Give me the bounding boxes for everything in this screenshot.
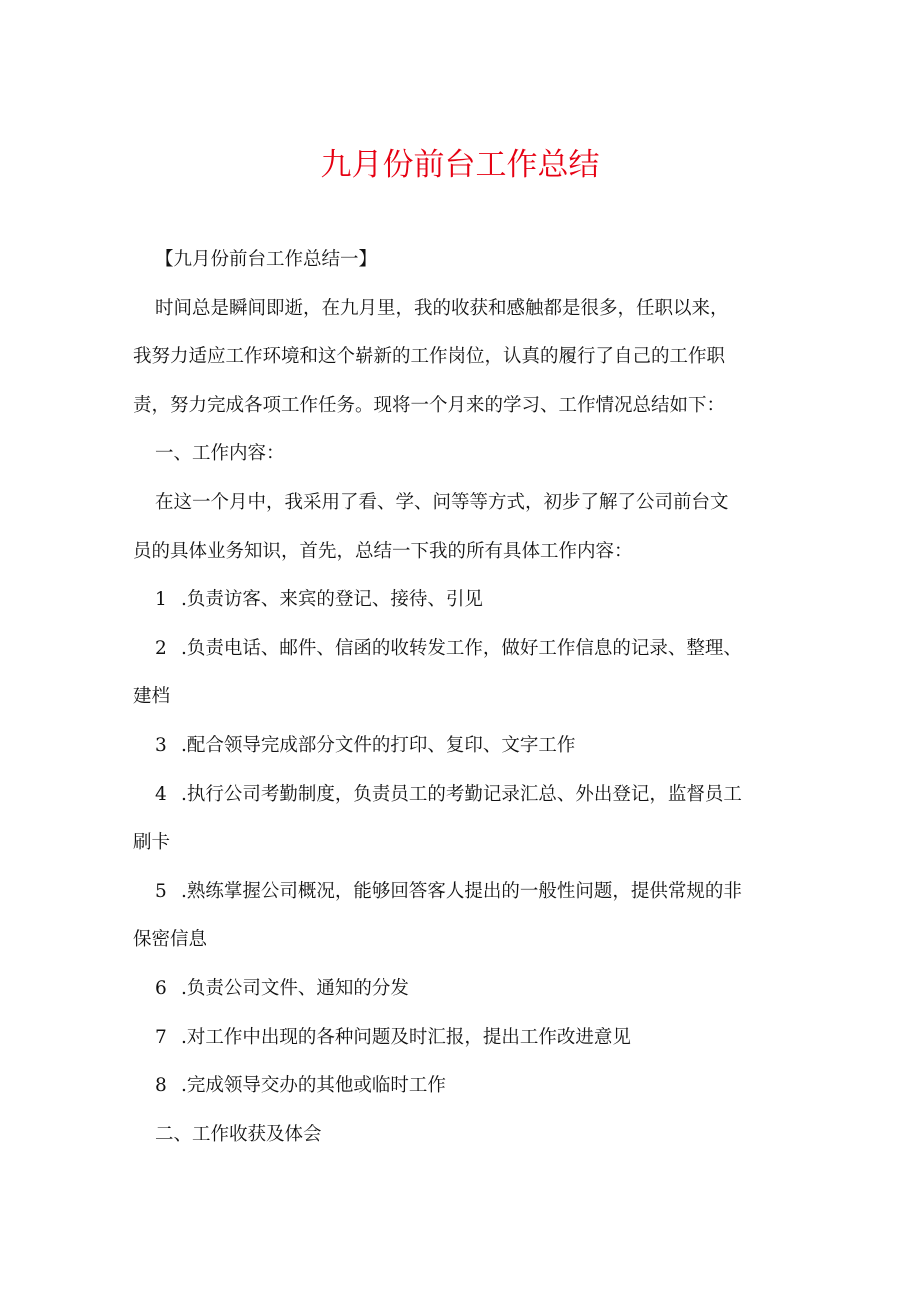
item-number: 8 [155,1075,167,1097]
list-item-4-continuation: 刷卡 [133,832,171,854]
item-text: .执行公司考勤制度，负责员工的考勤记录汇总、外出登记，监督员工 [181,783,742,805]
list-item-3 [133,722,808,771]
item-text: .对工作中出现的各种问题及时汇报，提出工作改进意见 [181,1026,631,1048]
item-text: .负责访客、来宾的登记、接待、引见 [181,589,483,611]
intro-line: 责，努力完成各项工作任务。现将一个月来的学习、工作情况总结如下： [133,394,726,416]
part1-intro-line: 员的具体业务知识，首先，总结一下我的所有具体工作内容： [133,540,633,562]
item-number: 7 [155,1026,167,1048]
list-item-7 [133,1014,808,1063]
list-item-6 [133,965,808,1014]
intro-line: 我努力适应工作环境和这个崭新的工作岗位，认真的履行了自己的工作职 [133,346,726,368]
list-item-8 [133,1062,808,1111]
list-item-5-continuation: 保密信息 [133,929,208,951]
item-number: 1 [155,589,167,611]
list-item-2-continuation: 建档 [133,686,171,708]
section-heading: 【九月份前台工作总结一】 [155,249,378,270]
item-text: .熟练掌握公司概况，能够回答客人提出的一般性问题，提供常规的非 [181,880,742,902]
part2-heading: 二、工作收获及体会 [155,1123,322,1145]
document-body [133,236,808,1159]
list-item-2 [133,625,808,674]
item-number: 2 [155,637,167,659]
item-number: 4 [155,783,167,805]
item-number: 6 [155,977,167,999]
part1-heading: 一、工作内容： [155,443,285,465]
document-title: 九月份前台工作总结 [320,147,600,183]
list-item-1 [133,576,808,625]
item-text: .完成领导交办的其他或临时工作 [181,1075,446,1097]
item-text: .配合领导完成部分文件的打印、复印、文字工作 [181,734,576,756]
list-item-5 [133,868,808,917]
item-text: .负责公司文件、通知的分发 [181,977,409,999]
part1-intro-line: 在这一个月中，我采用了看、学、问等等方式，初步了解了公司前台文 [155,491,729,513]
item-number: 5 [155,880,167,902]
item-text: .负责电话、邮件、信函的收转发工作，做好工作信息的记录、整理、 [181,637,742,659]
item-number: 3 [155,734,167,756]
intro-line: 时间总是瞬间即逝，在九月里，我的收获和感触都是很多，任职以来， [155,297,729,319]
list-item-4 [133,771,808,820]
